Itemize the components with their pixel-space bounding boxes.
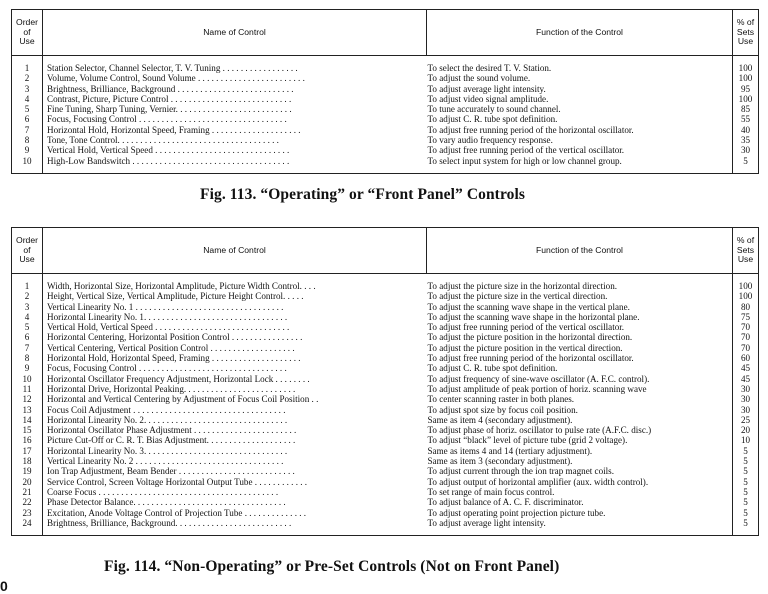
control-name: Coarse Focus . . . . . . . . . . . . . . . . . . . . . . . . . . . . . . . . . . . . . . . . — [47, 486, 279, 497]
table-row — [12, 363, 759, 373]
table-row — [12, 384, 759, 394]
percent-of-sets: 30 — [733, 384, 759, 394]
table-fig-113 — [11, 9, 759, 174]
control-name: Brightness, Brilliance, Background . . . . . . . . . . . . . . . . . . . . . . . . . . — [47, 83, 294, 94]
control-function: To adjust the sound volume. — [427, 73, 531, 84]
order-number: 1 — [12, 63, 43, 73]
table-row — [12, 125, 759, 135]
table-body — [12, 274, 759, 536]
table-row — [12, 104, 759, 114]
control-function: To adjust the picture size in the vertical direction. — [427, 291, 608, 302]
control-function: To adjust C. R. tube spot definition. — [427, 114, 558, 125]
percent-of-sets: 30 — [733, 394, 759, 404]
order-number: 3 — [12, 84, 43, 94]
table-row — [12, 446, 759, 456]
table-row — [12, 114, 759, 124]
percent-of-sets: 5 — [733, 518, 759, 528]
order-number: 24 — [12, 518, 43, 528]
order-number: 10 — [12, 374, 43, 384]
order-number: 6 — [12, 114, 43, 124]
order-number: 7 — [12, 343, 43, 353]
table-fig-114 — [11, 227, 759, 536]
table-row — [12, 477, 759, 487]
control-name: Vertical Centering, Vertical Position Control . . . . . . . . . . . . . . . . . . . — [47, 342, 295, 353]
table-row — [12, 508, 759, 518]
control-name: Picture Cut-Off or C. R. T. Bias Adjustment. . . . . . . . . . . . . . . . . . . . — [47, 435, 296, 446]
table-row — [12, 322, 759, 332]
control-function: To adjust phase of horiz. oscillator to pulse rate (A.F.C. disc.) — [427, 425, 652, 436]
page-number: 0 — [0, 578, 8, 594]
control-name: Horizontal Hold, Horizontal Speed, Framing . . . . . . . . . . . . . . . . . . . . — [47, 124, 301, 135]
table-row — [12, 435, 759, 445]
control-function: To adjust free running period of the horizontal oscillator. — [427, 124, 634, 135]
table-row — [12, 518, 759, 528]
control-name: Focus, Focusing Control . . . . . . . . . . . . . . . . . . . . . . . . . . . . . . . . . — [47, 114, 287, 125]
percent-of-sets: 100 — [733, 63, 759, 73]
percent-of-sets: 40 — [733, 125, 759, 135]
table-row — [12, 456, 759, 466]
percent-of-sets: 5 — [733, 508, 759, 518]
control-name: High-Low Bandswitch . . . . . . . . . . . . . . . . . . . . . . . . . . . . . . . . . . . — [47, 155, 290, 166]
order-number: 4 — [12, 94, 43, 104]
table-row — [12, 73, 759, 83]
order-number: 17 — [12, 446, 43, 456]
spacer-row — [12, 56, 759, 64]
order-number: 22 — [12, 497, 43, 507]
control-name: Tone, Tone Control. . . . . . . . . . . . . . . . . . . . . . . . . . . . . . . . . . . . — [47, 135, 279, 146]
control-name: Vertical Linearity No. 1 . . . . . . . . . . . . . . . . . . . . . . . . . . . . . . . . . — [47, 301, 284, 312]
control-function: To vary audio frequency response. — [427, 135, 553, 146]
control-function: To adjust output of horizontal amplifier (aux. width control). — [427, 476, 649, 487]
control-name: Horizontal Drive, Horizontal Peaking. . . . . . . . . . . . . . . . . . . . . . . . . — [47, 383, 296, 394]
figure-caption: Fig. 114. “Non-Operating” or Pre-Set Controls (Not on Front Panel) — [104, 558, 560, 575]
header-name: Name of Control — [43, 10, 427, 56]
control-name: Contrast, Picture, Picture Control . . . . . . . . . . . . . . . . . . . . . . . . . . . — [47, 93, 292, 104]
control-name: Excitation, Anode Voltage Control of Projection Tube . . . . . . . . . . . . . . — [47, 507, 307, 518]
order-number: 20 — [12, 477, 43, 487]
table-row — [12, 312, 759, 322]
order-number: 5 — [12, 104, 43, 114]
header-order: Order of Use — [12, 10, 43, 56]
order-number: 7 — [12, 125, 43, 135]
control-function: To set range of main focus control. — [427, 486, 555, 497]
percent-of-sets: 55 — [733, 114, 759, 124]
table-row — [12, 84, 759, 94]
table-row — [12, 291, 759, 301]
control-function: To adjust free running period of the vertical oscillator. — [427, 145, 625, 156]
spacer-row — [12, 274, 759, 282]
table-row — [12, 353, 759, 363]
percent-of-sets: 20 — [733, 425, 759, 435]
header-function: Function of the Control — [427, 10, 733, 56]
table-row — [12, 343, 759, 353]
order-number: 19 — [12, 466, 43, 476]
order-number: 14 — [12, 415, 43, 425]
control-function: To select the desired T. V. Station. — [427, 63, 552, 73]
percent-of-sets: 95 — [733, 84, 759, 94]
order-number: 1 — [12, 281, 43, 291]
order-number: 8 — [12, 353, 43, 363]
control-name: Service Control, Screen Voltage Horizontal Output Tube . . . . . . . . . . . . — [47, 476, 308, 487]
table-row — [12, 332, 759, 342]
control-name: Volume, Volume Control, Sound Volume . . . . . . . . . . . . . . . . . . . . . . . . — [47, 73, 305, 84]
header-order: Order of Use — [12, 228, 43, 274]
table-row — [12, 415, 759, 425]
percent-of-sets: 75 — [733, 312, 759, 322]
control-function: To adjust free running period of the horizontal oscillator. — [427, 353, 634, 364]
percent-of-sets: 30 — [733, 405, 759, 415]
table-row — [12, 281, 759, 291]
header-function: Function of the Control — [427, 228, 733, 274]
control-name: Vertical Hold, Vertical Speed . . . . . . . . . . . . . . . . . . . . . . . . . . . . . . — [47, 145, 290, 156]
control-function: To adjust the scanning wave shape in the horizontal plane. — [427, 311, 640, 322]
table-row — [12, 487, 759, 497]
header-pct: % of Sets Use — [733, 228, 759, 274]
percent-of-sets: 100 — [733, 281, 759, 291]
control-function: Same as item 3 (secondary adjustment). — [427, 456, 573, 467]
control-function: To adjust average light intensity. — [427, 83, 546, 94]
control-function: Same as item 4 (secondary adjustment). — [427, 414, 573, 425]
table-row — [12, 156, 759, 166]
spacer-row — [12, 166, 759, 174]
percent-of-sets: 85 — [733, 104, 759, 114]
percent-of-sets: 35 — [733, 135, 759, 145]
control-function: To adjust average light intensity. — [427, 517, 546, 528]
spacer-row — [12, 528, 759, 536]
order-number: 11 — [12, 384, 43, 394]
percent-of-sets: 45 — [733, 374, 759, 384]
table-row — [12, 394, 759, 404]
percent-of-sets: 100 — [733, 94, 759, 104]
order-number: 23 — [12, 508, 43, 518]
figure-caption: Fig. 113. “Operating” or “Front Panel” Controls — [200, 186, 526, 203]
control-function: To adjust operating point projection picture tube. — [427, 507, 606, 518]
control-name: Horizontal Centering, Horizontal Position Control . . . . . . . . . . . . . . . . — [47, 332, 303, 343]
order-number: 4 — [12, 312, 43, 322]
control-name: Horizontal Oscillator Frequency Adjustment, Horizontal Lock . . . . . . . . — [47, 373, 310, 384]
table-body — [12, 56, 759, 174]
control-name: Station Selector, Channel Selector, T. V. Tuning . . . . . . . . . . . . . . . . . — [47, 63, 298, 73]
table-row — [12, 302, 759, 312]
header-pct: % of Sets Use — [733, 10, 759, 56]
control-name: Brightness, Brilliance, Background. . . . . . . . . . . . . . . . . . . . . . . . . . — [47, 517, 292, 528]
order-number: 16 — [12, 435, 43, 445]
control-name: Horizontal Linearity No. 2. . . . . . . . . . . . . . . . . . . . . . . . . . . . . . . . — [47, 414, 288, 425]
control-name: Focus Coil Adjustment . . . . . . . . . . . . . . . . . . . . . . . . . . . . . . . . . . — [47, 404, 286, 415]
control-function: To adjust balance of A. C. F. discriminator. — [427, 497, 584, 508]
order-number: 2 — [12, 73, 43, 83]
control-name: Focus, Focusing Control . . . . . . . . . . . . . . . . . . . . . . . . . . . . . . . . . — [47, 363, 287, 374]
order-number: 6 — [12, 332, 43, 342]
control-function: To adjust the scanning wave shape in the vertical plane. — [427, 301, 630, 312]
control-name: Ion Trap Adjustment, Beam Bender . . . . . . . . . . . . . . . . . . . . . . . . . . — [47, 466, 295, 477]
percent-of-sets: 80 — [733, 302, 759, 312]
control-function: To center scanning raster in both planes. — [427, 394, 575, 405]
control-function: To adjust spot size by focus coil position. — [427, 404, 578, 415]
control-name: Horizontal Linearity No. 3. . . . . . . . . . . . . . . . . . . . . . . . . . . . . . . . — [47, 445, 288, 456]
order-number: 3 — [12, 302, 43, 312]
control-name: Width, Horizontal Size, Horizontal Amplitude, Picture Width Control. . . . — [47, 281, 316, 291]
table-row — [12, 94, 759, 104]
percent-of-sets: 5 — [733, 456, 759, 466]
percent-of-sets: 70 — [733, 332, 759, 342]
percent-of-sets: 5 — [733, 497, 759, 507]
percent-of-sets: 30 — [733, 145, 759, 155]
control-name: Vertical Hold, Vertical Speed . . . . . . . . . . . . . . . . . . . . . . . . . . . . . . — [47, 322, 290, 333]
table-row — [12, 425, 759, 435]
table-row — [12, 135, 759, 145]
percent-of-sets: 100 — [733, 291, 759, 301]
control-name: Fine Tuning, Sharp Tuning, Vernier. . . . . . . . . . . . . . . . . . . . . . . . . . — [47, 104, 292, 115]
order-number: 9 — [12, 145, 43, 155]
order-number: 12 — [12, 394, 43, 404]
control-function: To tune accurately to sound channel. — [427, 104, 561, 115]
control-function: To adjust current through the ion trap magnet coils. — [427, 466, 614, 477]
order-number: 8 — [12, 135, 43, 145]
order-number: 9 — [12, 363, 43, 373]
order-number: 18 — [12, 456, 43, 466]
percent-of-sets: 60 — [733, 353, 759, 363]
table-row — [12, 405, 759, 415]
control-function: To select input system for high or low channel group. — [427, 155, 622, 166]
order-number: 21 — [12, 487, 43, 497]
percent-of-sets: 10 — [733, 435, 759, 445]
percent-of-sets: 5 — [733, 466, 759, 476]
table-row — [12, 374, 759, 384]
control-name: Vertical Linearity No. 2 . . . . . . . . . . . . . . . . . . . . . . . . . . . . . . . . . — [47, 456, 284, 467]
control-name: Horizontal Oscillator Phase Adjustment . . . . . . . . . . . . . . . . . . . . . . . — [47, 425, 297, 436]
percent-of-sets: 5 — [733, 156, 759, 166]
table-row — [12, 63, 759, 73]
table-row — [12, 145, 759, 155]
control-name: Height, Vertical Size, Vertical Amplitude, Picture Height Control. . . . . — [47, 291, 304, 302]
header-name: Name of Control — [43, 228, 427, 274]
control-name: Horizontal Linearity No. 1. . . . . . . . . . . . . . . . . . . . . . . . . . . . . . . . — [47, 311, 288, 322]
control-name: Horizontal Hold, Horizontal Speed, Framing . . . . . . . . . . . . . . . . . . . . — [47, 353, 301, 364]
percent-of-sets: 5 — [733, 446, 759, 456]
control-function: To adjust free running period of the vertical oscillator. — [427, 322, 625, 333]
control-function: To adjust the picture position in the horizontal direction. — [427, 332, 633, 343]
control-function: To adjust video signal amplitude. — [427, 93, 549, 104]
order-number: 5 — [12, 322, 43, 332]
control-function: To adjust “black” level of picture tube (grid 2 voltage). — [427, 435, 628, 446]
control-name: Phase Detector Balance. . . . . . . . . . . . . . . . . . . . . . . . . . . . . . . . . . — [47, 497, 286, 508]
order-number: 2 — [12, 291, 43, 301]
percent-of-sets: 5 — [733, 487, 759, 497]
percent-of-sets: 70 — [733, 322, 759, 332]
percent-of-sets: 25 — [733, 415, 759, 425]
table-row — [12, 497, 759, 507]
control-function: To adjust frequency of sine-wave oscillator (A. F.C. control). — [427, 373, 650, 384]
order-number: 15 — [12, 425, 43, 435]
control-function: Same as items 4 and 14 (tertiary adjustment). — [427, 445, 593, 456]
control-function: To adjust the picture size in the horizontal direction. — [427, 281, 618, 291]
control-name: Horizontal and Vertical Centering by Adjustment of Focus Coil Position . . — [47, 394, 319, 405]
percent-of-sets: 5 — [733, 477, 759, 487]
control-function: To adjust amplitude of peak portion of horiz. scanning wave — [427, 383, 647, 394]
order-number: 10 — [12, 156, 43, 166]
percent-of-sets: 45 — [733, 363, 759, 373]
table-row — [12, 466, 759, 476]
order-number: 13 — [12, 405, 43, 415]
control-function: To adjust the picture position in the vertical direction. — [427, 342, 623, 353]
percent-of-sets: 100 — [733, 73, 759, 83]
percent-of-sets: 70 — [733, 343, 759, 353]
control-function: To adjust C. R. tube spot definition. — [427, 363, 558, 374]
